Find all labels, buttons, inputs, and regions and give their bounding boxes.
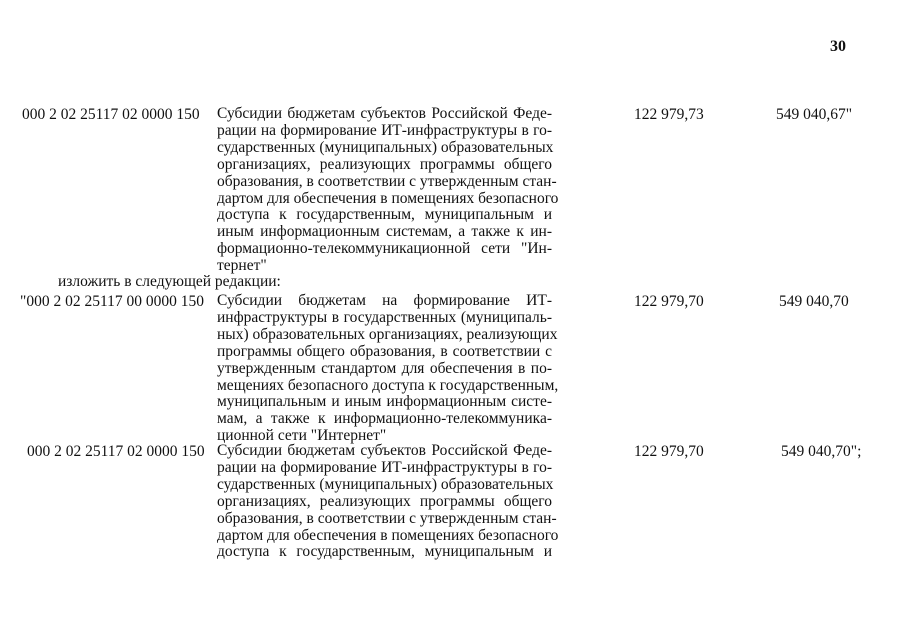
description-line: формационно-телекоммуникационной сети "Ин- bbox=[217, 240, 552, 258]
amount-first: 122 979,70 bbox=[634, 293, 704, 310]
budget-code: 000 2 02 25117 02 0000 150 bbox=[22, 106, 200, 123]
description-line: доступа к государственным, муниципальным и bbox=[217, 206, 552, 224]
budget-code: "000 2 02 25117 00 0000 150 bbox=[20, 293, 205, 310]
description-line: муниципальным и иным информационным систе- bbox=[217, 393, 552, 411]
description-line: образования, в соответствии с утвержденным стан- bbox=[217, 172, 557, 190]
budget-description bbox=[217, 292, 559, 445]
description-line: рации на формирование ИТ-инфраструктуры в го- bbox=[217, 458, 552, 476]
description-line: программы общего образования, в соответствии с bbox=[217, 342, 552, 360]
description-line: Субсидии бюджетам субъектов Российской Феде- bbox=[217, 442, 552, 459]
description-line: Субсидии бюджетам на формирование ИТ- bbox=[217, 292, 552, 309]
description-line: мещениях безопасного доступа к государственным, bbox=[217, 376, 559, 394]
edit-instruction: изложить в следующей редакции: bbox=[58, 273, 281, 290]
description-line: Субсидии бюджетам субъектов Российской Феде- bbox=[217, 105, 552, 122]
amount-second: 549 040,70 bbox=[779, 293, 849, 310]
description-line: образования, в соответствии с утвержденным стан- bbox=[217, 509, 557, 527]
description-line: сударственных (муниципальных) образовательных bbox=[217, 138, 554, 156]
description-line: утвержденным стандартом для обеспечения в по- bbox=[217, 359, 552, 377]
description-line: организациях, реализующих программы общего bbox=[217, 155, 552, 173]
budget-description bbox=[217, 105, 559, 275]
amount-second: 549 040,67" bbox=[776, 106, 853, 123]
description-line: рации на формирование ИТ-инфраструктуры в го- bbox=[217, 121, 552, 139]
description-line: организациях, реализующих программы общего bbox=[217, 492, 552, 510]
description-line: доступа к государственным, муниципальным и bbox=[217, 543, 552, 561]
amount-first: 122 979,70 bbox=[634, 443, 704, 460]
description-line: ных) образовательных организациях, реализующих bbox=[217, 325, 558, 343]
description-line: ционной сети "Интернет" bbox=[217, 427, 387, 445]
amount-second: 549 040,70"; bbox=[781, 443, 862, 460]
budget-description bbox=[217, 442, 559, 561]
description-line: мам, а также к информационно-телекоммуника- bbox=[217, 410, 552, 428]
description-line: сударственных (муниципальных) образовательных bbox=[217, 475, 554, 493]
amount-first: 122 979,73 bbox=[634, 106, 704, 123]
description-line: дартом для обеспечения в помещениях безопасного bbox=[217, 526, 559, 544]
description-line: инфраструктуры в государственных (муниципаль- bbox=[217, 308, 552, 326]
description-line: дартом для обеспечения в помещениях безопасного bbox=[217, 189, 559, 207]
description-line: тернет" bbox=[217, 257, 267, 275]
page-number: 30 bbox=[830, 38, 846, 55]
description-line: иным информационным системам, а также к ин- bbox=[217, 223, 552, 241]
budget-code: 000 2 02 25117 02 0000 150 bbox=[27, 443, 205, 460]
